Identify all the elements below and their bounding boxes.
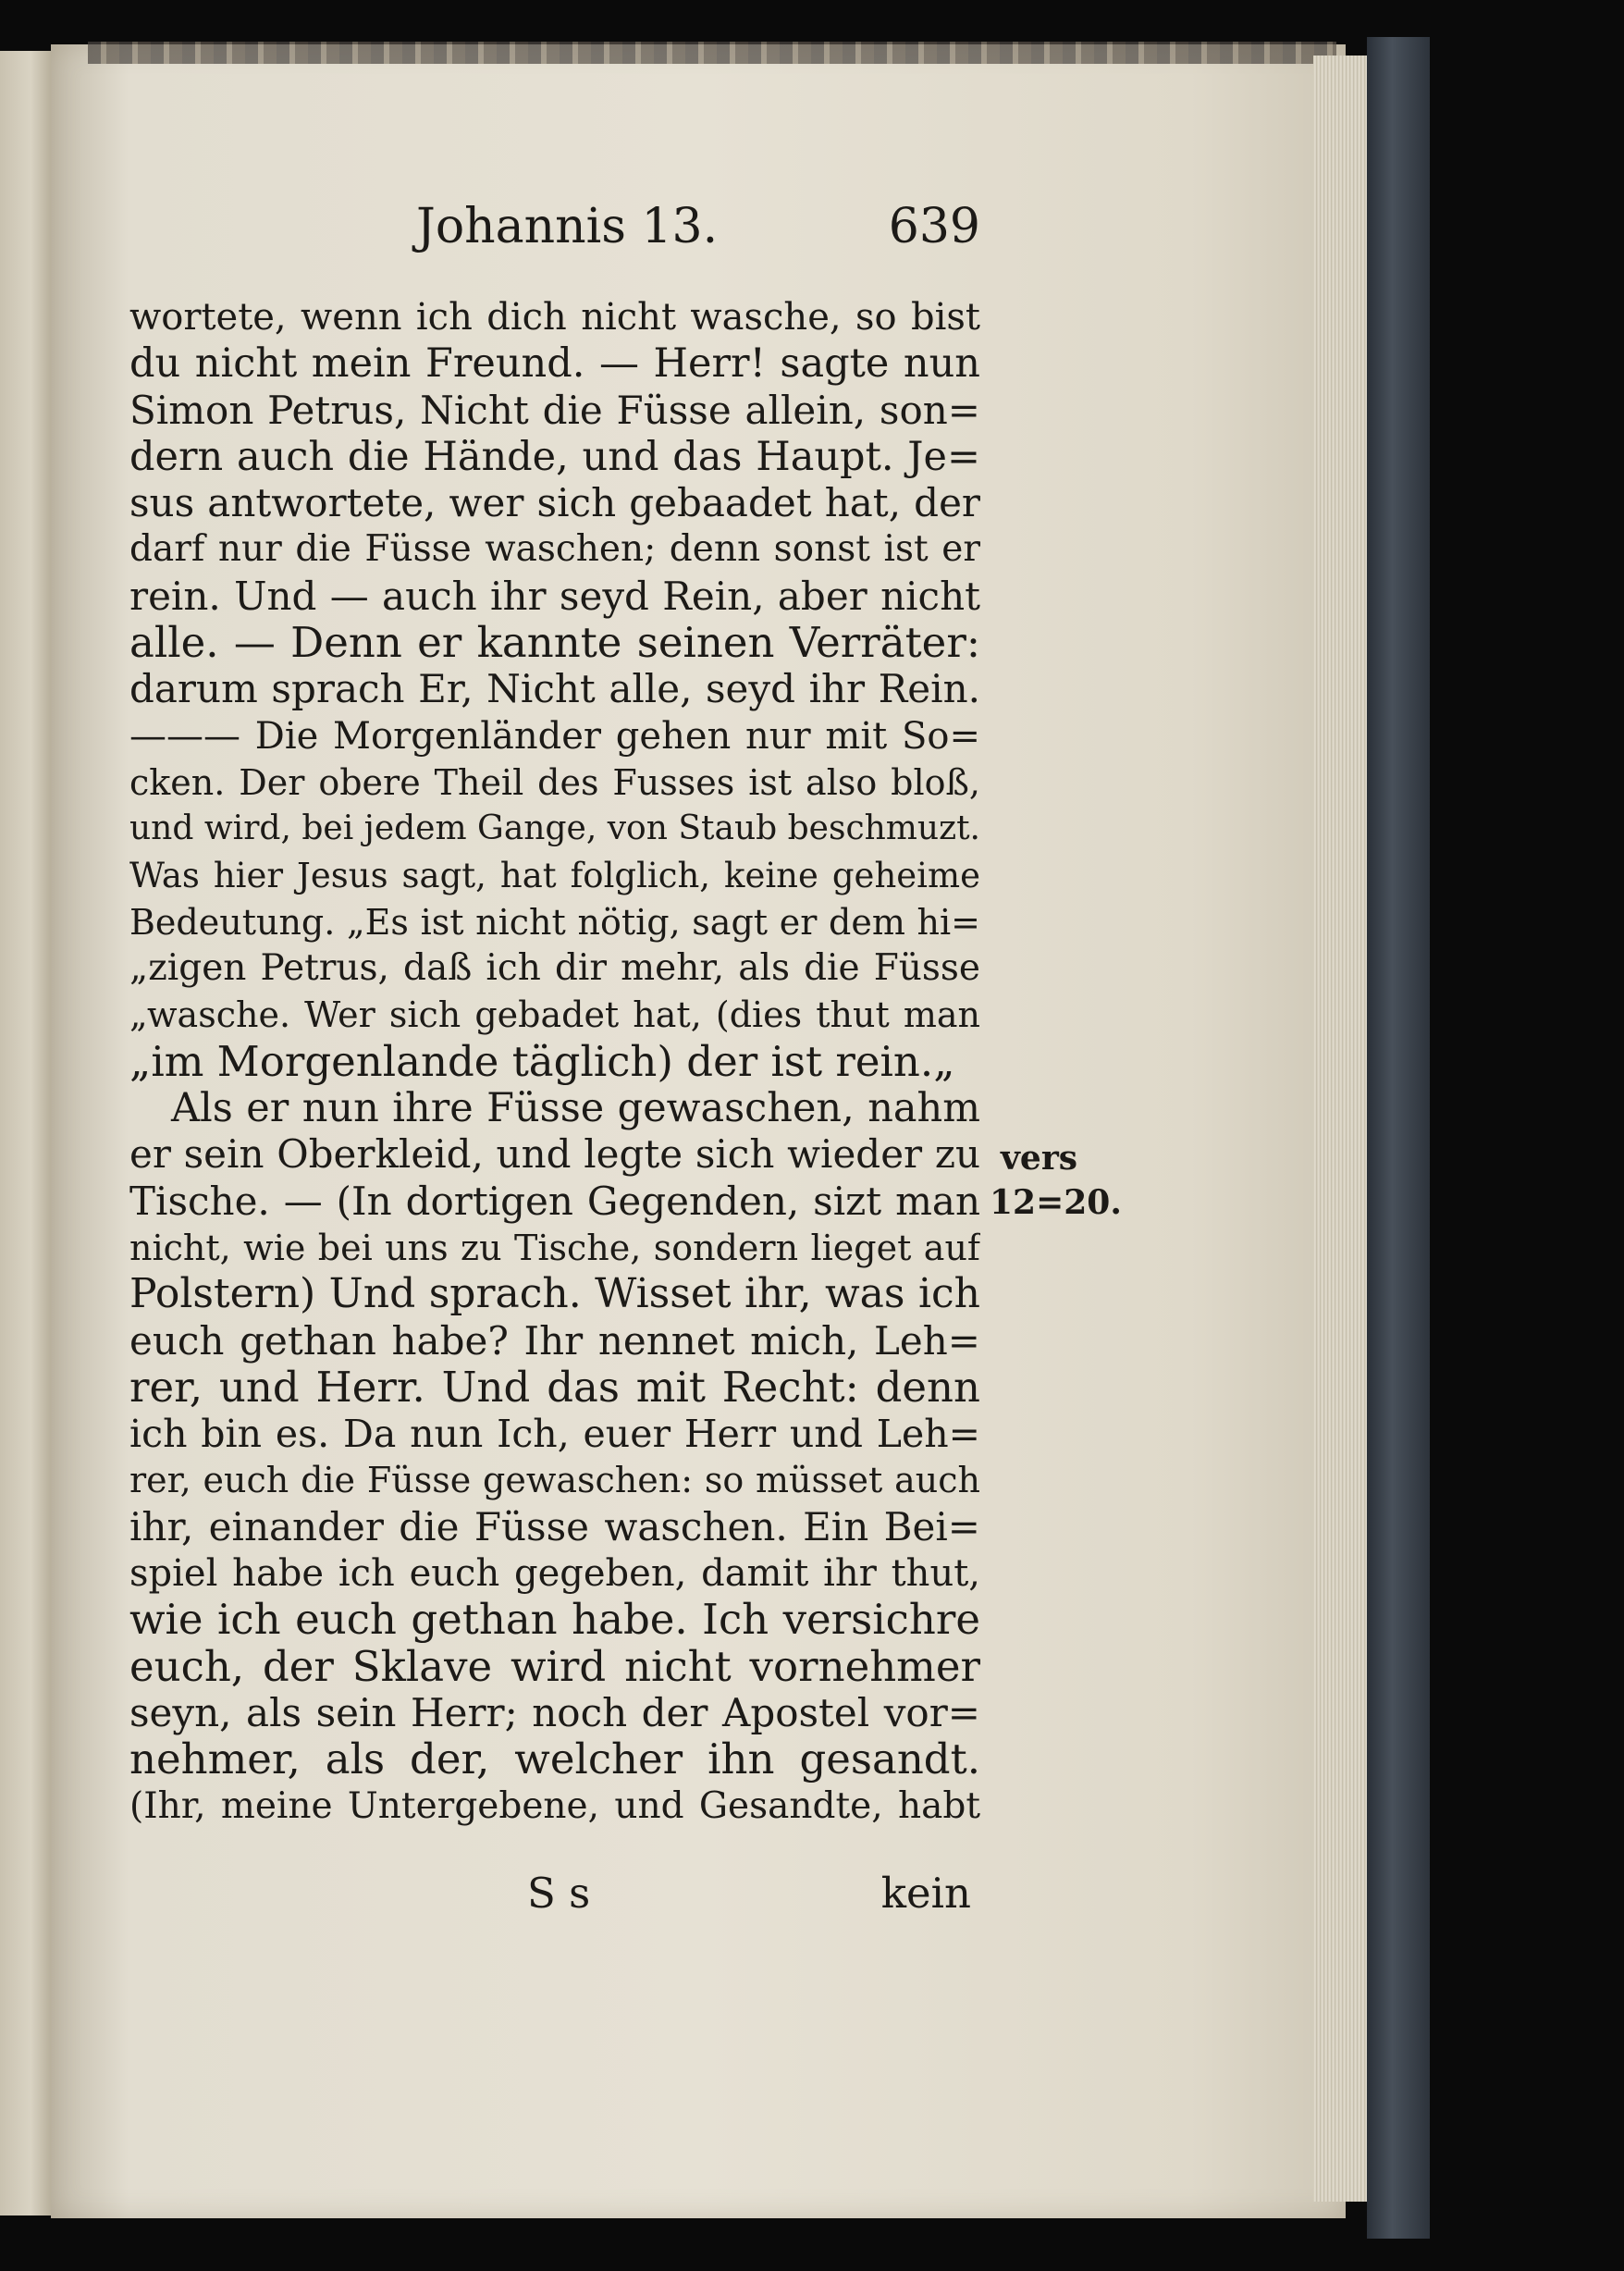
text-line: wie ich euch gethan habe. Ich versichre: [129, 1597, 980, 1644]
text-line: du nicht mein Freund. — Herr! sagte nun: [129, 340, 980, 388]
text-line: „zigen Petrus, daß ich dir mehr, als die Füsse: [129, 947, 980, 990]
text-line: dern auch die Hände, und das Haupt. Je=: [129, 433, 980, 480]
running-head-title: Johannis 13.: [416, 199, 719, 254]
text-line: darf nur die Füsse waschen; denn sonst ist er: [129, 528, 980, 571]
body-text: [129, 294, 980, 1830]
page-top-edge: [88, 42, 1336, 64]
running-head: [129, 199, 980, 264]
text-line: cken. Der obere Theil des Fusses ist also bloß,: [129, 761, 980, 803]
text-line: (Ihr, meine Untergebene, und Gesandte, habt: [129, 1784, 980, 1827]
text-line: wortete, wenn ich dich nicht wasche, so bist: [129, 296, 980, 339]
signature-mark: S s: [527, 1869, 591, 1918]
text-line: Als er nun ihre Füsse gewaschen, nahm: [171, 1085, 980, 1132]
text-line: euch, der Sklave wird nicht vornehmer: [129, 1643, 980, 1690]
facing-page-edge: [0, 51, 51, 2215]
catchword: kein: [880, 1869, 971, 1918]
margin-note-line: vers: [1001, 1139, 1078, 1178]
text-line: euch gethan habe? Ihr nennet mich, Leh=: [129, 1317, 980, 1364]
text-line: Bedeutung. „Es ist nicht nötig, sagt er dem hi=: [129, 901, 980, 943]
text-line: sus antwortete, wer sich gebaadet hat, der: [129, 480, 980, 526]
text-line: Polstern) Und sprach. Wisset ihr, was ich: [129, 1271, 980, 1318]
text-line: spiel habe ich euch gegeben, damit ihr thut,: [129, 1552, 980, 1596]
text-line: Was hier Jesus sagt, hat folglich, keine geheime: [129, 855, 980, 895]
text-line: seyn, als sein Herr; noch der Apostel vor=: [129, 1689, 980, 1735]
text-line: rein. Und — auch ihr seyd Rein, aber nicht: [129, 573, 980, 619]
text-line: Tische. — (In dortigen Gegenden, sizt man: [129, 1178, 980, 1224]
text-line: darum sprach Er, Nicht alle, seyd ihr Rein.: [129, 666, 980, 712]
text-line: Simon Petrus, Nicht die Füsse allein, son=: [129, 387, 980, 433]
page-stack-edge: [1313, 56, 1369, 2202]
text-line: er sein Oberkleid, und legte sich wieder zu: [129, 1131, 980, 1178]
text-line: alle. — Denn er kannte seinen Verräter:: [129, 620, 980, 667]
text-line: nehmer, als der, welcher ihn gesandt.: [129, 1736, 980, 1783]
margin-verse-note: [990, 1136, 1122, 1225]
text-line: ich bin es. Da nun Ich, euer Herr und Leh=: [129, 1412, 980, 1457]
text-line: rer, und Herr. Und das mit Recht: denn: [129, 1364, 980, 1412]
text-line: rer, euch die Füsse gewaschen: so müsset auch: [129, 1460, 980, 1501]
text-line: „wasche. Wer sich gebadet hat, (dies thut man: [129, 994, 980, 1036]
page-footer: [129, 1869, 980, 1924]
text-line: „im Morgenlande täglich) der ist rein.„: [129, 1038, 955, 1086]
book-cover: [1367, 37, 1430, 2239]
text-line: ——— Die Morgenländer gehen nur mit So=: [129, 714, 980, 758]
page-number: 639: [888, 199, 980, 254]
text-line: ihr, einander die Füsse waschen. Ein Bei=: [129, 1503, 980, 1549]
margin-note-line: 12=20.: [990, 1183, 1122, 1222]
text-line: und wird, bei jedem Gange, von Staub beschmuzt.: [129, 809, 980, 848]
text-line: nicht, wie bei uns zu Tische, sondern lieget auf: [129, 1227, 980, 1268]
